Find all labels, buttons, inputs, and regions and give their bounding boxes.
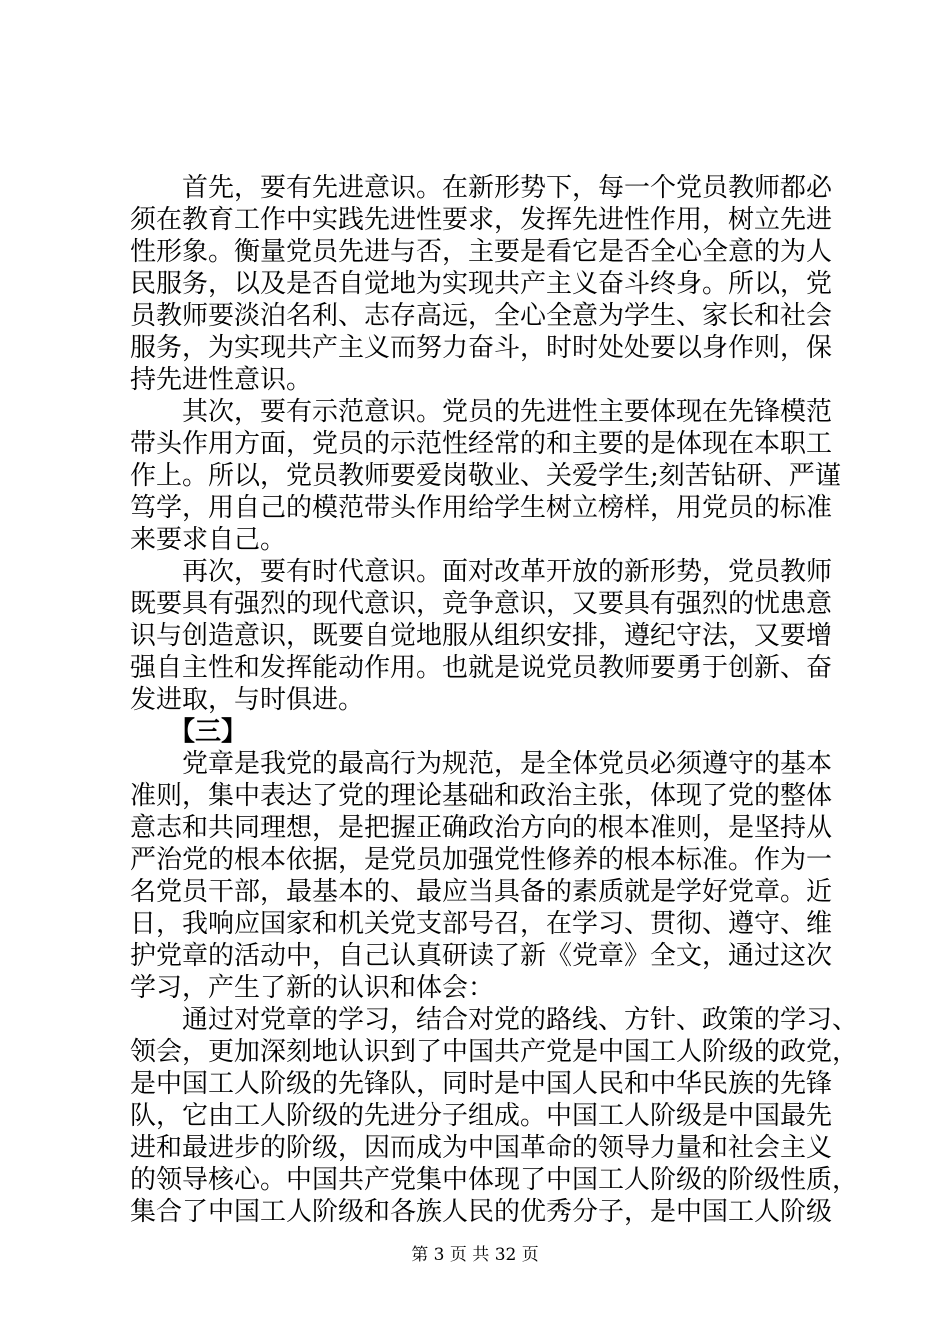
- text-line: 通过对党章的学习，结合对党的路线、方针、政策的学习、: [130, 1005, 859, 1035]
- text-line: 准则，集中表达了党的理论基础和政治主张，体现了党的整体: [130, 781, 833, 811]
- section-heading: 【三】: [130, 717, 248, 747]
- text-line: 服务，为实现共产主义而努力奋斗，时时处处要以身作则，保: [130, 333, 833, 363]
- text-line: 进和最进步的阶级，因而成为中国革命的领导力量和社会主义: [130, 1133, 833, 1163]
- text-line: 发进取，与时俱进。: [130, 685, 365, 715]
- text-line: 是中国工人阶级的先锋队，同时是中国人民和中华民族的先锋: [130, 1069, 833, 1099]
- text-line: 来要求自己。: [130, 525, 287, 555]
- text-line: 须在教育工作中实践先进性要求，发挥先进性作用，树立先进: [130, 205, 833, 235]
- text-line: 作上。所以，党员教师要爱岗敬业、关爱学生;刻苦钻研、严谨: [130, 461, 841, 491]
- text-line: 其次，要有示范意识。党员的先进性主要体现在先锋模范: [130, 397, 833, 427]
- text-line: 的领导核心。中国共产党集中体现了中国工人阶级的阶级性质，: [130, 1165, 859, 1195]
- text-line: 护党章的活动中，自己认真研读了新《党章》全文，通过这次: [130, 941, 833, 971]
- text-line: 意志和共同理想，是把握正确政治方向的根本准则，是坚持从: [130, 813, 833, 843]
- text-line: 再次，要有时代意识。面对改革开放的新形势，党员教师: [130, 557, 833, 587]
- text-line: 带头作用方面，党员的示范性经常的和主要的是体现在本职工: [130, 429, 833, 459]
- text-line: 队，它由工人阶级的先进分子组成。中国工人阶级是中国最先: [130, 1101, 833, 1131]
- text-line: 集合了中国工人阶级和各族人民的优秀分子，是中国工人阶级: [130, 1197, 833, 1227]
- text-line: 持先进性意识。: [130, 365, 313, 395]
- text-line: 识与创造意识，既要自觉地服从组织安排，遵纪守法，又要增: [130, 621, 833, 651]
- text-line: 民服务，以及是否自觉地为实现共产主义奋斗终身。所以，党: [130, 269, 833, 299]
- text-line: 首先，要有先进意识。在新形势下，每一个党员教师都必: [130, 173, 833, 203]
- text-line: 名党员干部，最基本的、最应当具备的素质就是学好党章。近: [130, 877, 833, 907]
- text-line: 强自主性和发挥能动作用。也就是说党员教师要勇于创新、奋: [130, 653, 833, 683]
- text-line: 学习，产生了新的认识和体会：: [130, 973, 495, 1003]
- text-line: 领会，更加深刻地认识到了中国共产党是中国工人阶级的政党，: [130, 1037, 859, 1067]
- text-line: 严治党的根本依据，是党员加强党性修养的根本标准。作为一: [130, 845, 833, 875]
- text-line: 既要具有强烈的现代意识，竞争意识，又要具有强烈的忧患意: [130, 589, 833, 619]
- text-line: 笃学，用自己的模范带头作用给学生树立榜样，用党员的标准: [130, 493, 833, 523]
- text-line: 日，我响应国家和机关党支部号召，在学习、贯彻、遵守、维: [130, 909, 833, 939]
- text-line: 员教师要淡泊名利、志存高远，全心全意为学生、家长和社会: [130, 301, 833, 331]
- text-line: 党章是我党的最高行为规范，是全体党员必须遵守的基本: [130, 749, 833, 779]
- page-number-footer: 第 3 页 共 32 页: [411, 1245, 539, 1265]
- text-line: 性形象。衡量党员先进与否，主要是看它是否全心全意的为人: [130, 237, 833, 267]
- document-body: [130, 172, 859, 1228]
